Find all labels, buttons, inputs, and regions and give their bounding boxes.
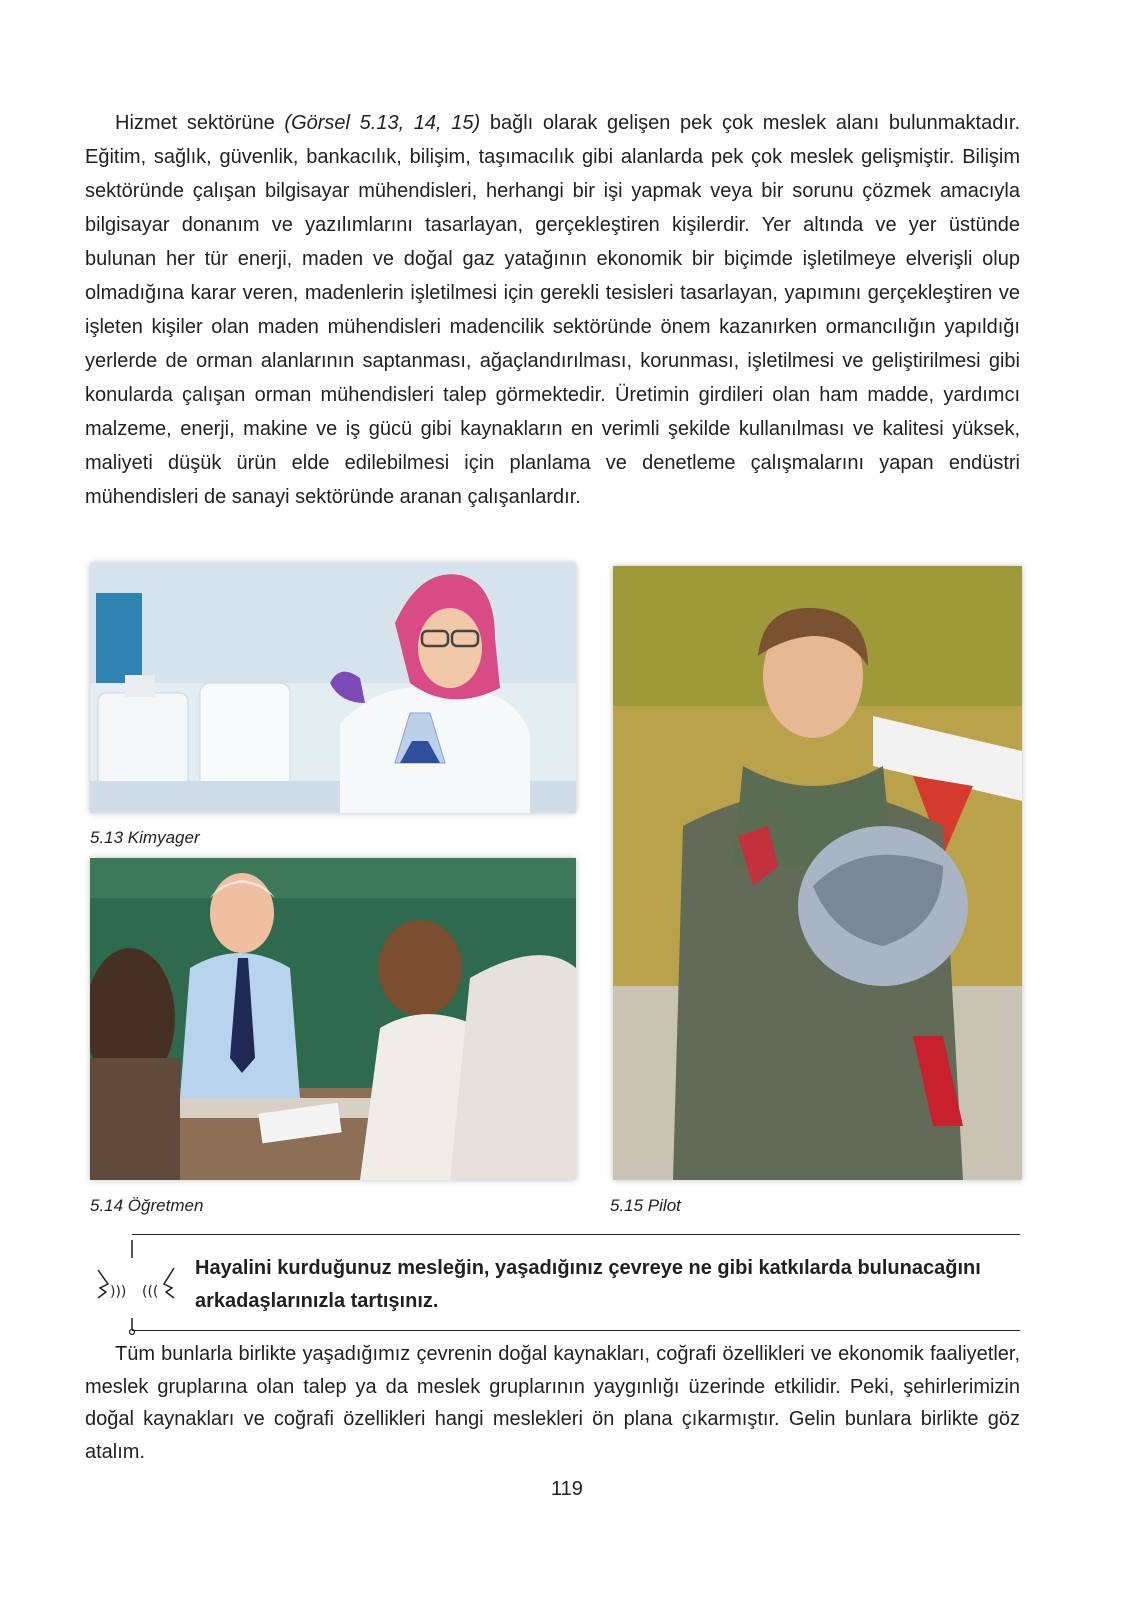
pilot-caption: 5.15 Pilot: [610, 1196, 681, 1215]
teacher-photo: [90, 858, 576, 1180]
discussion-top-rule: [132, 1234, 1020, 1235]
closing-paragraph: [85, 1338, 1020, 1468]
page-number: 119: [551, 1478, 583, 1500]
figure-reference: (Görsel 5.13, 14, 15): [284, 112, 481, 134]
chemist-illustration: [90, 563, 576, 813]
discussion-speakers-icon: [90, 1240, 190, 1340]
discussion-bottom-rule: [132, 1330, 1020, 1331]
pilot-illustration: [613, 566, 1022, 1180]
chemist-photo: [90, 563, 576, 813]
chemist-caption: 5.13 Kimyager: [90, 828, 200, 847]
intro-text-rest: bağlı olarak gelişen pek çok meslek alanı bulunmaktadır. Eğitim, sağlık, güvenlik, bankacılık, bilişim, taşımacılık gibi alanlarda pek çok meslek gelişmiştir. Bilişim sektöründe çalışan bilgisayar mühendisleri, herhangi bir işi yapmak veya bir sorunu çözmek amacıyla bilgisayar donanım ve yazılımlarını tasarlayan, gerçekleştiren kişilerdir. Yer altında ve yer üstünde bulunan her tür enerji, maden ve doğal gaz yatağının ekonomik bir biçimde işletilmeye elverişli olup olmadığına karar veren, madenlerin işletilmesi için gerekli tesisleri tasarlayan, yapımını gerçekleştiren ve işleten kişiler olan maden mühendisleri madencilik sektöründe önem kazanırken ormancılığın yapıldığı yerlerde de orman alanlarının saptanması, ağaçlandırılması, korunması, işletilmesi ve geliştirilmesi gibi konularda çalışan orman mühendisleri talep görmektedir. Üretimin girdileri olan ham madde, yardımcı malzeme, enerji, makine ve iş gücü gibi kaynakların en verimli şekilde kullanılması ve kalitesi yüksek, maliyeti düşük ürün elde edilebilmesi için planlama ve denetleme çalışmalarını yapan endüstri mühendisleri de sanayi sektöründe aranan çalışanlardır.: [85, 112, 1021, 508]
pilot-photo: [613, 566, 1022, 1180]
intro-paragraph: [85, 106, 1020, 514]
closing-text: Tüm bunlarla birlikte yaşadığımız çevrenin doğal kaynakları, coğrafi özellikleri ve ekonomik faaliyetler, meslek gruplarına olan talep ya da meslek gruplarının yaygınlığı üzerinde etkilidir. Peki, şehirlerimizin doğal kaynakları ve coğrafi özellikleri hangi meslekleri ön plana çıkarmıştır. Gelin bunlara birlikte göz atalım.: [85, 1343, 1020, 1463]
discussion-box: [90, 1234, 1020, 1342]
svg-text:(((: (((: [142, 1284, 159, 1300]
discussion-question: Hayalini kurduğunuz mesleğin, yaşadığınız çevreye ne gibi katkılarda bulunacağını arkadaşlarınızla tartışınız.: [195, 1257, 981, 1312]
intro-text-start: Hizmet sektörüne: [115, 112, 285, 134]
teacher-illustration: [90, 858, 576, 1180]
teacher-caption: 5.14 Öğretmen: [90, 1196, 204, 1215]
svg-text:))): ))): [110, 1284, 127, 1300]
